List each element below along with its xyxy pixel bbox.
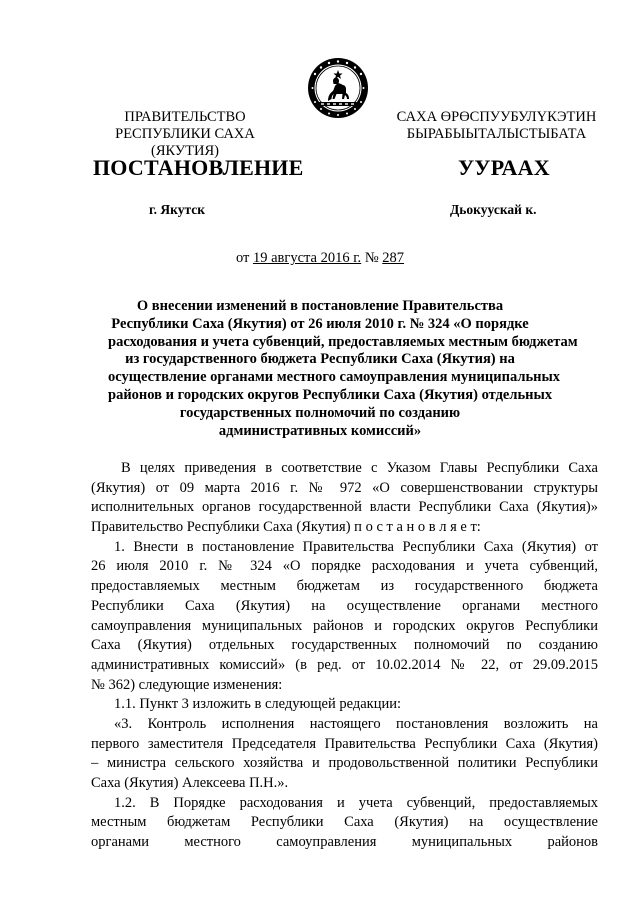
document-number: 287 <box>382 250 405 266</box>
title-line: государственных полномочий по созданию <box>179 404 461 421</box>
body-line: Правительство Республики Саха (Якутия) п о с т а н о в л я е т: <box>91 519 481 536</box>
org-name-russian <box>80 109 290 160</box>
body-line: – министра сельского хозяйства и продовольственной политики Республики <box>91 755 598 772</box>
body-line: 1.1. Пункт 3 изложить в следующей редакции: <box>114 696 402 713</box>
number-sign: № <box>364 250 379 266</box>
body-line: местным бюджетам Республики Саха (Якутия) на осуществление <box>91 814 598 831</box>
title-line: О внесении изменений в постановление Правительства <box>136 298 504 314</box>
doc-type-russian: ПОСТАНОВЛЕНИЕ <box>93 155 304 180</box>
document-title <box>108 298 578 440</box>
body-line: № 362) следующие изменения: <box>91 676 283 693</box>
title-line: осуществление органами местного самоуправления муниципальных <box>108 369 561 386</box>
body-line: 1. Внести в постановление Правительства Республики Саха (Якутия) от <box>114 538 598 555</box>
body-line: Саха (Якутия) Алексеева П.Н.». <box>91 775 289 791</box>
body-line: исполнительных органов государственной власти Республики Саха (Якутия)» <box>91 499 598 516</box>
coat-of-arms-emblem <box>307 57 369 119</box>
body-line: 1.2. В Порядке расходования и учета субвенций, предоставляемых <box>114 794 598 811</box>
city-sakha: Дьокуускай к. <box>450 202 537 217</box>
body-line: «3. Контроль исполнения настоящего постановления возложить на <box>114 715 598 732</box>
doc-type-sakha: УУРААХ <box>458 155 550 180</box>
city-russian: г. Якутск <box>149 202 206 217</box>
date-number-line <box>0 250 640 267</box>
org-name-sakha <box>389 109 604 143</box>
title-line: районов и городских округов Республики Саха (Якутия) отдельных <box>108 386 553 403</box>
org-name-line: САХА ӨРӨСПУУБУЛҮКЭТИН <box>396 109 597 125</box>
title-line: административных комиссий» <box>218 422 422 439</box>
body-line: Республики Саха (Якутия) на осуществление органами местного <box>91 597 598 614</box>
document-body <box>91 459 598 853</box>
body-line: первого заместителя Председателя Правительства Республики Саха (Якутия) <box>91 735 598 752</box>
body-line: органами местного самоуправления муниципальных районов <box>91 834 598 851</box>
org-name-line: БЫРАБЫЫТАЛЫСТЫБАТА <box>406 126 587 142</box>
title-line: расходования и учета субвенций, предоставляемых местным бюджетам <box>108 333 578 350</box>
body-line: В целях приведения в соответствие с Указом Главы Республики Саха <box>121 460 598 476</box>
org-name-line: РЕСПУБЛИКИ САХА (ЯКУТИЯ) <box>115 126 255 159</box>
title-line: из государственного бюджета Республики Саха (Якутия) на <box>125 351 515 368</box>
org-name-line: ПРАВИТЕЛЬСТВО <box>124 109 246 125</box>
document-date: 19 августа 2016 г. <box>253 250 362 266</box>
body-line: самоуправления муниципальных районов и городских округов Республики <box>91 617 598 634</box>
title-line: Республики Саха (Якутия) от 26 июля 2010 г. № 324 «О порядке <box>111 315 529 332</box>
body-line: 26 июля 2010 г. № 324 «О порядке расходования и учета субвенций, <box>91 558 598 575</box>
body-line: (Якутия) от 09 марта 2016 г. № 972 «О совершенствовании структуры <box>91 479 598 496</box>
body-line: Саха (Якутия) отдельных государственных полномочий по созданию <box>91 637 598 654</box>
date-prefix: от <box>235 250 250 266</box>
body-line: административных комиссий» (в ред. от 10.02.2014 № 22, от 29.09.2015 <box>91 656 598 673</box>
body-line: предоставляемых местным бюджетам из государственного бюджета <box>91 578 598 595</box>
